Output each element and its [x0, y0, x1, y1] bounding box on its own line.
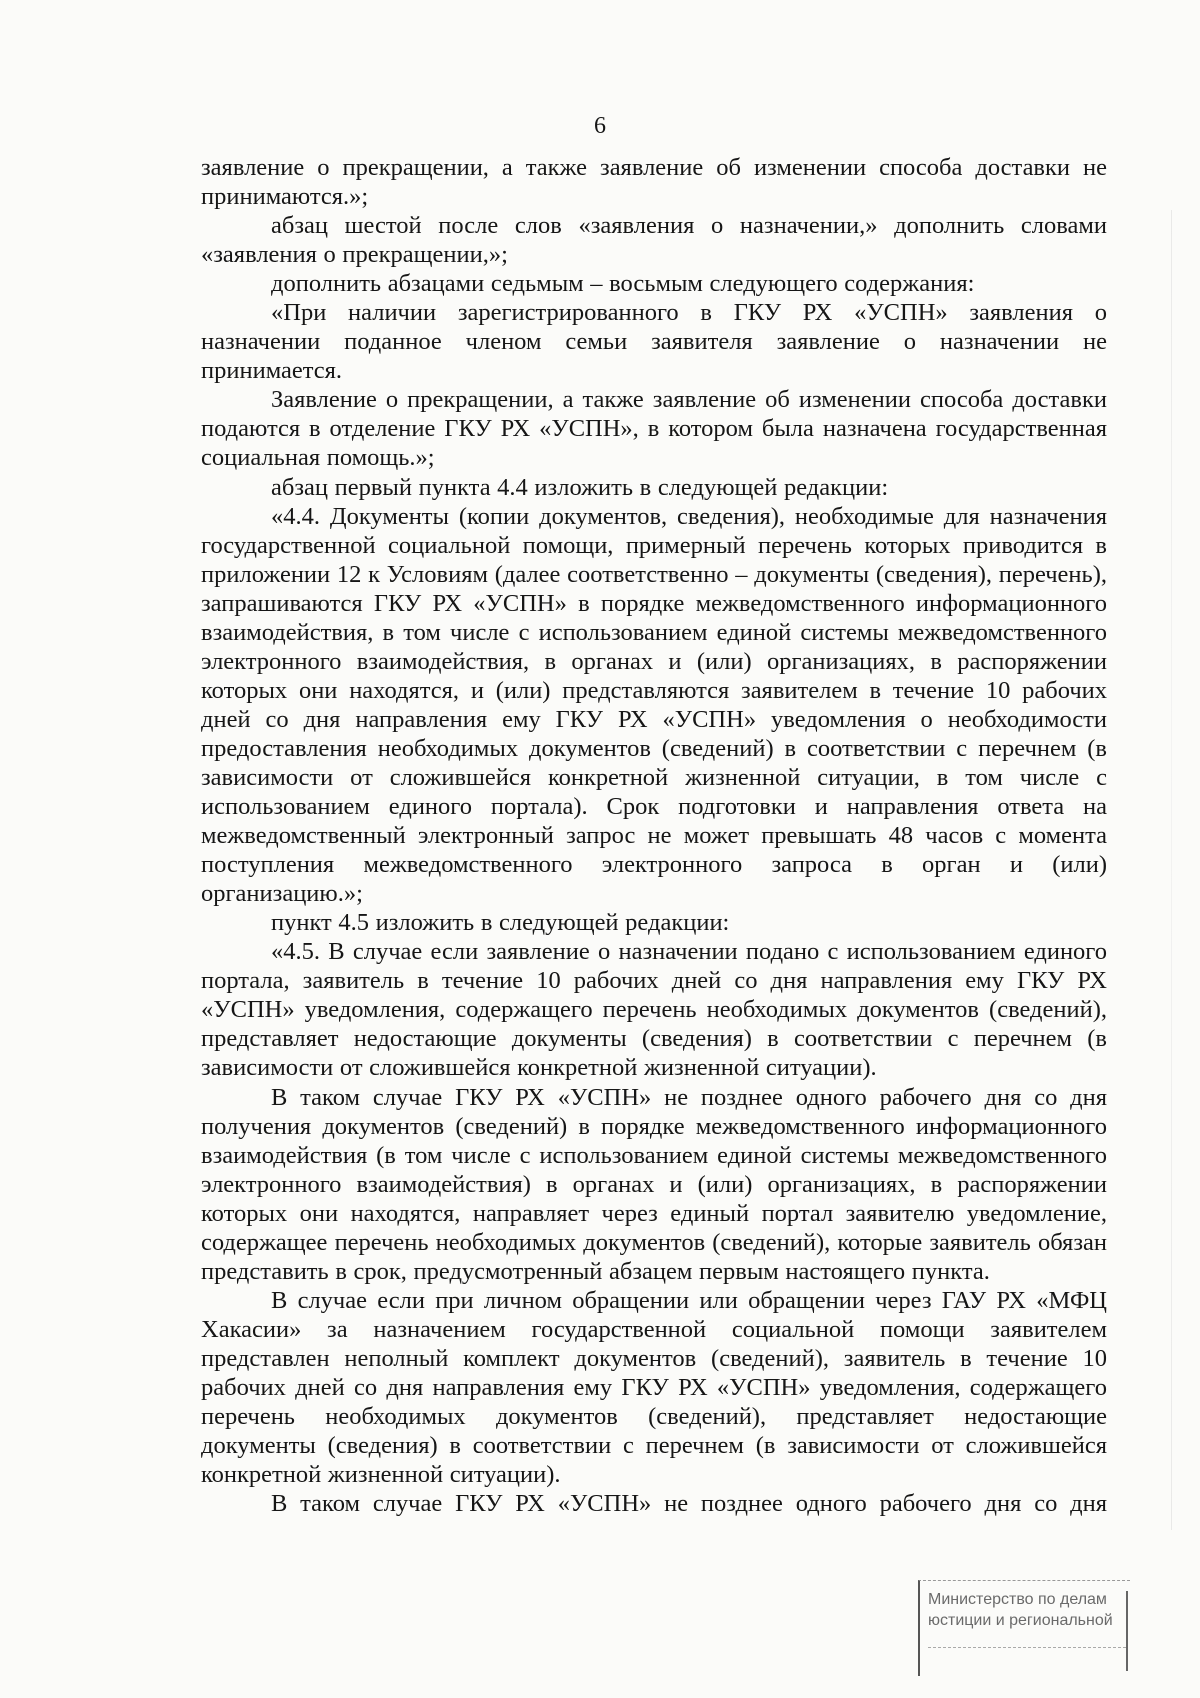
paragraph: «При наличии зарегистрированного в ГКУ РХ «УСПН» заявления о назначении поданное членом семьи заявителя заявление о назначении не принимается. [201, 299, 1107, 385]
paragraph: «4.4. Документы (копии документов, сведения), необходимые для назначения государственной социальной помощи, примерный перечень которых приводится в приложении 12 к Условиям (далее соответственно – документы (сведения), перечень), запрашиваются ГКУ РХ «УСПН» в порядке межведомственного информационного взаимодействия, в том числе с использованием единой системы межведомственного электронного взаимодействия, в органах и (или) организациях, в распоряжении которых они находятся, и (или) представляются заявителем в течение 10 рабочих дней со дня направления ему ГКУ РХ «УСПН» уведомления о необходимости предоставления необходимых документов (сведений) в соответствии с перечнем (в зависимости от сложившейся конкретной жизненной ситуации, в том числе с использованием единого портала). Срок подготовки и направления ответа на межведомственный электронный запрос не может превышать 48 часов с момента поступления межведомственного электронного запроса в орган и (или) организацию.»; [201, 502, 1107, 908]
document-body [201, 153, 1107, 1518]
paragraph: дополнить абзацами седьмым – восьмым следующего содержания: [271, 270, 975, 298]
page-number: 6 [594, 113, 606, 139]
stamp-smudge [928, 1639, 1126, 1648]
paragraph: Заявление о прекращении, а также заявление об изменении способа доставки подаются в отделение ГКУ РХ «УСПН», в котором была назначена государственная социальная помощь.»; [201, 386, 1107, 472]
scan-edge-shadow [1171, 210, 1172, 1530]
paragraph: «4.5. В случае если заявление о назначении подано с использованием единого портала, заявитель в течение 10 рабочих дней со дня направления ему ГКУ РХ «УСПН» уведомления, содержащего перечень необходимых документов (сведений), представляет недостающие документы (сведения) в соответствии с перечнем (в зависимости от сложившейся конкретной жизненной ситуации). [201, 938, 1107, 1082]
paragraph: пункт 4.5 изложить в следующей редакции: [271, 909, 730, 937]
registration-stamp [918, 1580, 1130, 1676]
paragraph: заявление о прекращении, а также заявление об изменении способа доставки не принимаются.»; [201, 154, 1107, 211]
stamp-border [1126, 1591, 1128, 1671]
stamp-line-2: юстиции и региональной [928, 1612, 1113, 1629]
paragraph: абзац шестой после слов «заявления о назначении,» дополнить словами «заявления о прекращении,»; [201, 212, 1107, 269]
paragraph: В таком случае ГКУ РХ «УСПН» не позднее одного рабочего дня со дня [271, 1490, 1107, 1518]
paragraph: В таком случае ГКУ РХ «УСПН» не позднее одного рабочего дня со дня получения документов (сведений) в порядке межведомственного информационного взаимодействия (в том числе с использованием единой системы межведомственного электронного взаимодействия) в органах и (или) организациях, в распоряжении которых они находятся, направляет через единый портал заявителю уведомление, содержащее перечень необходимых документов (сведений), которые заявитель обязан представить в срок, предусмотренный абзацем первым настоящего пункта. [201, 1083, 1107, 1285]
stamp-line-1: Министерство по делам [928, 1591, 1107, 1608]
paragraph: В случае если при личном обращении или обращении через ГАУ РХ «МФЦ Хакасии» за назначением государственной социальной помощи заявителем представлен неполный комплект документов (сведений), заявитель в течение 10 рабочих дней со дня направления ему ГКУ РХ «УСПН» уведомления, содержащего перечень необходимых документов (сведений), представляет недостающие документы (сведения) в соответствии с перечнем (в зависимости от сложившейся конкретной жизненной ситуации). [201, 1286, 1107, 1489]
paragraph: абзац первый пункта 4.4 изложить в следующей редакции: [271, 473, 889, 501]
